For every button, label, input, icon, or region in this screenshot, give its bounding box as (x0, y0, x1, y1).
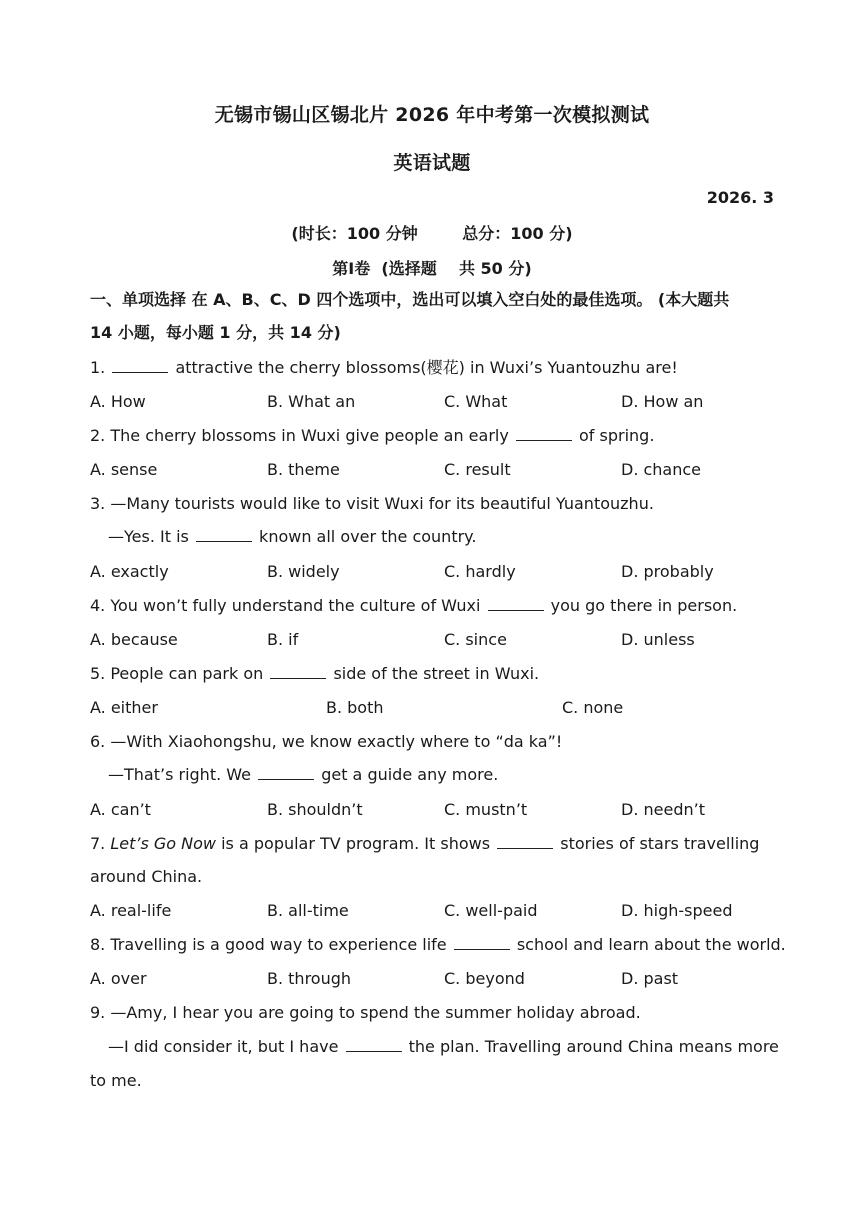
question-9-line3: to me. (90, 1071, 142, 1090)
q7-option-c: C. well-paid (444, 901, 538, 920)
q3-option-c: C. hardly (444, 562, 516, 581)
section-heading: 第Ⅰ卷 (选择题 共 50 分) (332, 259, 532, 278)
q3-option-d: D. probably (621, 562, 714, 581)
q7-program-title: Let’s Go Now (110, 834, 217, 853)
q7-blank (497, 834, 553, 849)
q4-option-d: D. unless (621, 630, 695, 649)
q5-option-a: A. either (90, 698, 158, 717)
q2-text-pre: 2. The cherry blossoms in Wuxi give people an early (90, 426, 509, 445)
q1-option-c: C. What (444, 392, 508, 411)
exam-subtitle: 英语试题 (393, 152, 471, 174)
part1-heading-line1: 一、单项选择 在 A、B、C、D 四个选项中，选出可以填入空白处的最佳选项。 (本大题共 (90, 290, 730, 309)
question-6-line1: 6. —With Xiaohongshu, we know exactly where to “da ka”! (90, 732, 563, 751)
q2-option-a: A. sense (90, 460, 158, 479)
exam-info: (时长：100 分钟 总分：100 分) (291, 224, 573, 243)
q4-option-c: C. since (444, 630, 507, 649)
q1-option-a: A. How (90, 392, 146, 411)
q1-option-b: B. What an (267, 392, 356, 411)
q4-text-post: you go there in person. (550, 596, 738, 615)
q8-option-c: C. beyond (444, 969, 525, 988)
question-1 (90, 358, 780, 378)
q6-option-a: A. can’t (90, 800, 151, 819)
q2-option-d: D. chance (621, 460, 702, 479)
q8-option-b: B. through (267, 969, 352, 988)
q1-number: 1. (90, 358, 106, 377)
q1-blank (112, 358, 168, 373)
q6-option-c: C. mustn’t (444, 800, 528, 819)
q9-text-post: the plan. Travelling around China means more (408, 1037, 779, 1056)
q4-option-b: B. if (267, 630, 299, 649)
q6-text-post: get a guide any more. (321, 765, 499, 784)
question-5 (90, 664, 780, 684)
q2-text-post: of spring. (579, 426, 655, 445)
q2-blank (516, 426, 572, 441)
question-2 (90, 426, 780, 446)
q2-option-b: B. theme (267, 460, 340, 479)
q6-blank (258, 765, 314, 780)
q4-text-pre: 4. You won’t fully understand the culture of Wuxi (90, 596, 481, 615)
q5-text-post: side of the street in Wuxi. (333, 664, 540, 683)
question-9-line1: 9. —Amy, I hear you are going to spend the summer holiday abroad. (90, 1003, 641, 1022)
q7-option-a: A. real-life (90, 901, 172, 920)
q6-option-b: B. shouldn’t (267, 800, 363, 819)
q3-option-a: A. exactly (90, 562, 169, 581)
part1-heading-line2: 14 小题，每小题 1 分，共 14 分) (90, 323, 341, 342)
q5-text-pre: 5. People can park on (90, 664, 264, 683)
q8-blank (454, 935, 510, 950)
question-3-line2 (108, 527, 798, 547)
exam-title: 无锡市锡山区锡北片 2026 年中考第一次模拟测试 (214, 104, 650, 126)
q7-text-post: stories of stars travelling (560, 834, 760, 853)
q3-text-post: known all over the country. (259, 527, 477, 546)
q3-option-b: B. widely (267, 562, 340, 581)
q7-text-pre: is a popular TV program. It shows (221, 834, 491, 853)
q1-text: attractive the cherry blossoms(樱花) in Wuxi’s Yuantouzhu are! (175, 358, 678, 377)
q8-text-post: school and learn about the world. (516, 935, 786, 954)
question-7-line2: around China. (90, 867, 203, 886)
q7-option-b: B. all-time (267, 901, 349, 920)
q8-option-d: D. past (621, 969, 679, 988)
q7-option-d: D. high-speed (621, 901, 733, 920)
q7-number: 7. (90, 834, 106, 853)
q1-option-d: D. How an (621, 392, 704, 411)
q8-option-a: A. over (90, 969, 147, 988)
question-4 (90, 596, 780, 616)
question-6-line2 (108, 765, 798, 785)
q4-blank (488, 596, 544, 611)
q9-text-pre: —I did consider it, but I have (108, 1037, 339, 1056)
question-9-line2 (108, 1037, 780, 1057)
q2-option-c: C. result (444, 460, 511, 479)
q8-text-pre: 8. Travelling is a good way to experience life (90, 935, 447, 954)
q5-option-c: C. none (562, 698, 624, 717)
q4-option-a: A. because (90, 630, 178, 649)
question-7-line1 (90, 834, 780, 854)
q3-blank (196, 527, 252, 542)
exam-date: 2026. 3 (706, 188, 774, 207)
q6-text-pre: —That’s right. We (108, 765, 251, 784)
question-8 (90, 935, 786, 955)
q3-text-pre: —Yes. It is (108, 527, 189, 546)
q6-option-d: D. needn’t (621, 800, 705, 819)
question-3-line1: 3. —Many tourists would like to visit Wuxi for its beautiful Yuantouzhu. (90, 494, 654, 513)
q9-blank (346, 1037, 402, 1052)
q5-blank (270, 664, 326, 679)
q5-option-b: B. both (326, 698, 384, 717)
